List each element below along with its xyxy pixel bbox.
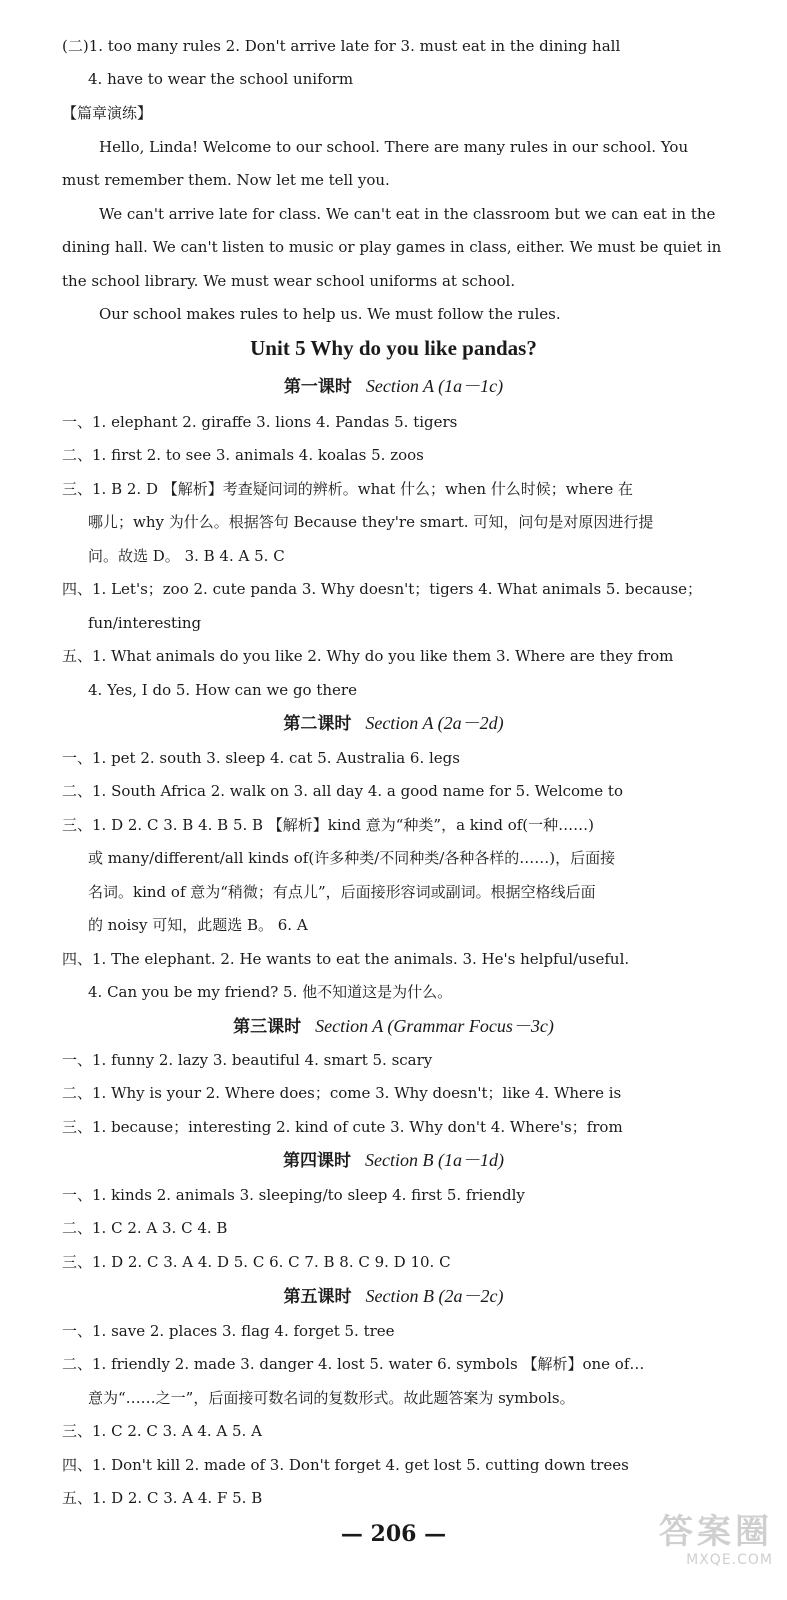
answer-line: 三、1. because；interesting 2. kind of cute 3. Why don't 4. Where's；from — [62, 1118, 623, 1136]
watermark-url: MXQE.COM — [686, 1552, 773, 1568]
answer-line: 五、1. D 2. C 3. A 4. F 5. B — [62, 1489, 263, 1507]
lesson-heading — [0, 1286, 787, 1307]
section-heading: 【篇章演练】 — [62, 104, 153, 122]
answer-line: 二、1. friendly 2. made 3. danger 4. lost 5. water 6. symbols 【解析】one of… — [62, 1355, 645, 1373]
answer-line: 四、1. The elephant. 2. He wants to eat the animals. 3. He's helpful/useful. — [62, 950, 630, 968]
lesson-name: 第一课时 — [283, 377, 352, 397]
text-line: (二)1. too many rules 2. Don't arrive late for 3. must eat in the dining hall — [62, 37, 621, 55]
answer-line: 二、1. C 2. A 3. C 4. B — [62, 1219, 228, 1237]
answer-line: 名词。kind of 意为“稍微；有点儿”，后面接形容词或副词。根据空格线后面 — [88, 883, 596, 901]
lesson-name: 第五课时 — [283, 1287, 352, 1307]
lesson-name: 第三课时 — [233, 1017, 302, 1037]
answer-line: 二、1. first 2. to see 3. animals 4. koalas 5. zoos — [62, 446, 424, 464]
answer-line: 问。故选 D。 3. B 4. A 5. C — [88, 547, 285, 565]
answer-line: 四、1. Don't kill 2. made of 3. Don't forget 4. get lost 5. cutting down trees — [62, 1456, 629, 1474]
lesson-section: Section A (2a－2d) — [365, 713, 504, 733]
lesson-heading — [0, 713, 787, 734]
watermark-text: 答案圈 — [659, 1512, 773, 1552]
lesson-heading — [0, 1150, 787, 1171]
answer-line: 四、1. Let's；zoo 2. cute panda 3. Why doesn't；tigers 4. What animals 5. because； — [62, 580, 703, 598]
answer-line: 一、1. funny 2. lazy 3. beautiful 4. smart 5. scary — [62, 1051, 433, 1069]
passage-line: Hello, Linda! Welcome to our school. There are many rules in our school. You — [99, 138, 689, 156]
page-number: — 206 — — [340, 1521, 447, 1547]
answer-line: 意为“……之一”，后面接可数名词的复数形式。故此题答案为 symbols。 — [88, 1389, 575, 1407]
lesson-heading — [0, 1016, 787, 1037]
answer-line: 或 many/different/all kinds of(许多种类/不同种类/各种各样的……)，后面接 — [88, 849, 616, 867]
answer-line: 4. Yes, I do 5. How can we go there — [88, 681, 357, 699]
answer-line: 二、1. South Africa 2. walk on 3. all day 4. a good name for 5. Welcome to — [62, 782, 623, 800]
answer-line: 三、1. B 2. D 【解析】考查疑问词的辨析。what 什么；when 什么时候；where 在 — [62, 480, 633, 498]
lesson-name: 第二课时 — [283, 714, 352, 734]
unit-title: Unit 5 Why do you like pandas? — [250, 336, 537, 360]
answer-line: 三、1. D 2. C 3. B 4. B 5. B 【解析】kind 意为“种类”，a kind of(一种……) — [62, 816, 594, 834]
passage-line: the school library. We must wear school uniforms at school. — [62, 272, 516, 290]
answer-line: 的 noisy 可知，此题选 B。 6. A — [88, 916, 308, 934]
answer-line: 五、1. What animals do you like 2. Why do you like them 3. Where are they from — [62, 647, 674, 665]
answer-line: 三、1. D 2. C 3. A 4. D 5. C 6. C 7. B 8. C 9. D 10. C — [62, 1253, 451, 1271]
text-line: 4. have to wear the school uniform — [88, 70, 354, 88]
lesson-heading — [0, 376, 787, 397]
passage-line: We can't arrive late for class. We can't eat in the classroom but we can eat in the — [99, 205, 716, 223]
passage-line: Our school makes rules to help us. We must follow the rules. — [99, 305, 561, 323]
lesson-section: Section B (1a－1d) — [365, 1150, 504, 1170]
answer-line: 一、1. elephant 2. giraffe 3. lions 4. Pandas 5. tigers — [62, 413, 458, 431]
lesson-name: 第四课时 — [283, 1151, 352, 1171]
answer-line: 一、1. pet 2. south 3. sleep 4. cat 5. Australia 6. legs — [62, 749, 460, 767]
answer-line: fun/interesting — [88, 614, 202, 632]
lesson-section: Section B (2a－2c) — [365, 1286, 504, 1306]
answer-line: 4. Can you be my friend? 5. 他不知道这是为什么。 — [88, 983, 453, 1001]
answer-line: 二、1. Why is your 2. Where does；come 3. Why doesn't；like 4. Where is — [62, 1084, 622, 1102]
answer-line: 哪儿；why 为什么。根据答句 Because they're smart. 可知，问句是对原因进行提 — [88, 513, 654, 531]
answer-line: 一、1. save 2. places 3. flag 4. forget 5. tree — [62, 1322, 395, 1340]
watermark-logo — [573, 1512, 773, 1576]
passage-line: must remember them. Now let me tell you. — [62, 171, 390, 189]
passage-line: dining hall. We can't listen to music or play games in class, either. We must be quiet in — [62, 238, 722, 256]
lesson-section: Section A (1a－1c) — [365, 376, 504, 396]
lesson-section: Section A (Grammar Focus－3c) — [315, 1016, 554, 1036]
answer-line: 三、1. C 2. C 3. A 4. A 5. A — [62, 1422, 262, 1440]
answer-line: 一、1. kinds 2. animals 3. sleeping/to sleep 4. first 5. friendly — [62, 1186, 525, 1204]
